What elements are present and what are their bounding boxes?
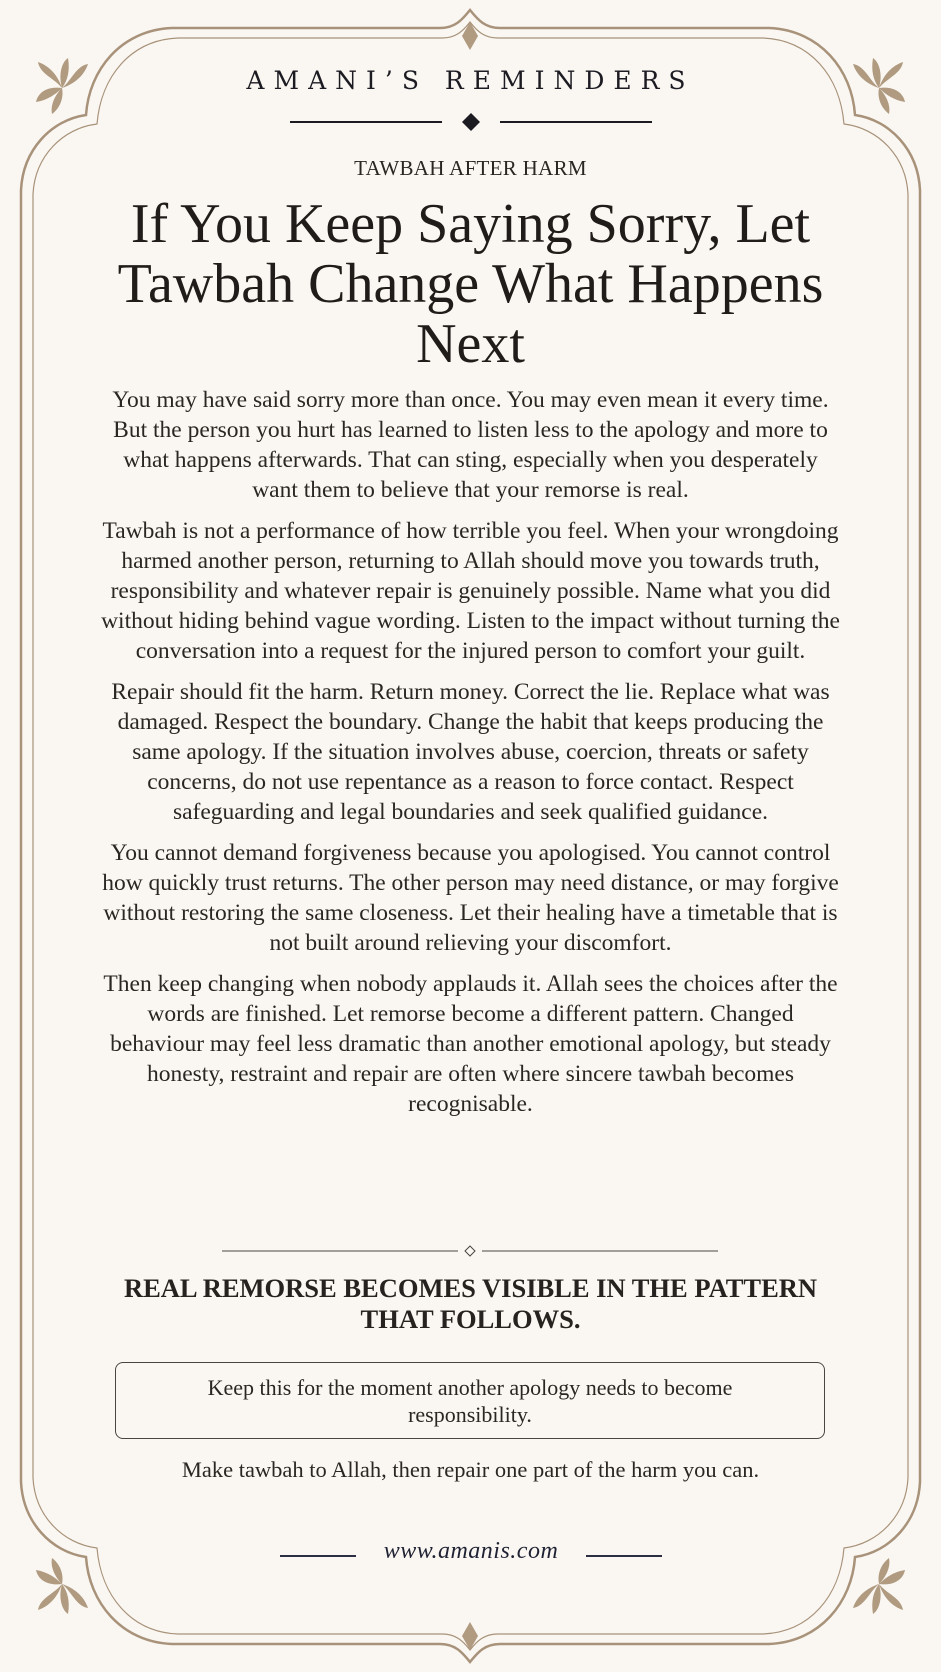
website-url: www.amanis.com [383,1538,559,1564]
paragraph: You cannot demand forgiveness because you apologised. You cannot control how quickly trust returns. The other person may need distance, or may forgive without restoring the same closeness. Let their healing have a timetable that is not built around relieving your discomfort. [102,840,839,956]
page-title: If You Keep Saying Sorry, Let Tawbah Change What Happens Next [117,193,824,375]
brand-name: AMANI’S REMINDERS [246,66,695,95]
section-divider [222,1243,718,1259]
paragraph: Then keep changing when nobody applauds it. Allah sees the choices after the words are finished. Let remorse become a different pattern. Changed behaviour may feel less dramatic than another emotional apology, but steady honesty, restraint and repair are often where sincere tawbah becomes recognisable. [103,971,838,1117]
paragraph: Repair should fit the harm. Return money. Correct the lie. Replace what was damaged. Respect the boundary. Change the habit that keeps producing the same apology. If the situation involves abuse, coercion, threats or safety concerns, do not use repentance as a reason to force contact. Respect safeguarding and legal boundaries and seek qualified guidance. [111,679,830,825]
callout-box [115,1362,825,1439]
footer-rule-left [280,1555,356,1557]
callout-text: Keep this for the moment another apology needs to become responsibility. [207,1374,733,1427]
pull-quote: REAL REMORSE BECOMES VISIBLE IN THE PATTERN THAT FOLLOWS. [123,1273,818,1334]
paragraph: Tawbah is not a performance of how terrible you feel. When your wrongdoing harmed another person, returning to Allah should move you towards truth, responsibility and whatever repair is genuinely possible. Name what you did without hiding behind vague wording. Listen to the impact without turning the conversation into a request for the injured person to comfort your guilt. [101,518,840,664]
footer-rule-right [586,1555,662,1557]
paragraph: You may have said sorry more than once. You may even mean it every time. But the person you hurt has learned to listen less to the apology and more to what happens afterwards. That can sting, especially when you desperately want them to believe that your remorse is real. [112,387,829,503]
section-kicker: TAWBAH AFTER HARM [354,156,587,180]
diamond-icon [462,113,480,131]
article-body [100,385,841,1130]
action-line: Make tawbah to Allah, then repair one part of the harm you can. [181,1457,760,1482]
brand-divider [290,112,652,132]
diamond-outline-icon [465,1246,475,1256]
